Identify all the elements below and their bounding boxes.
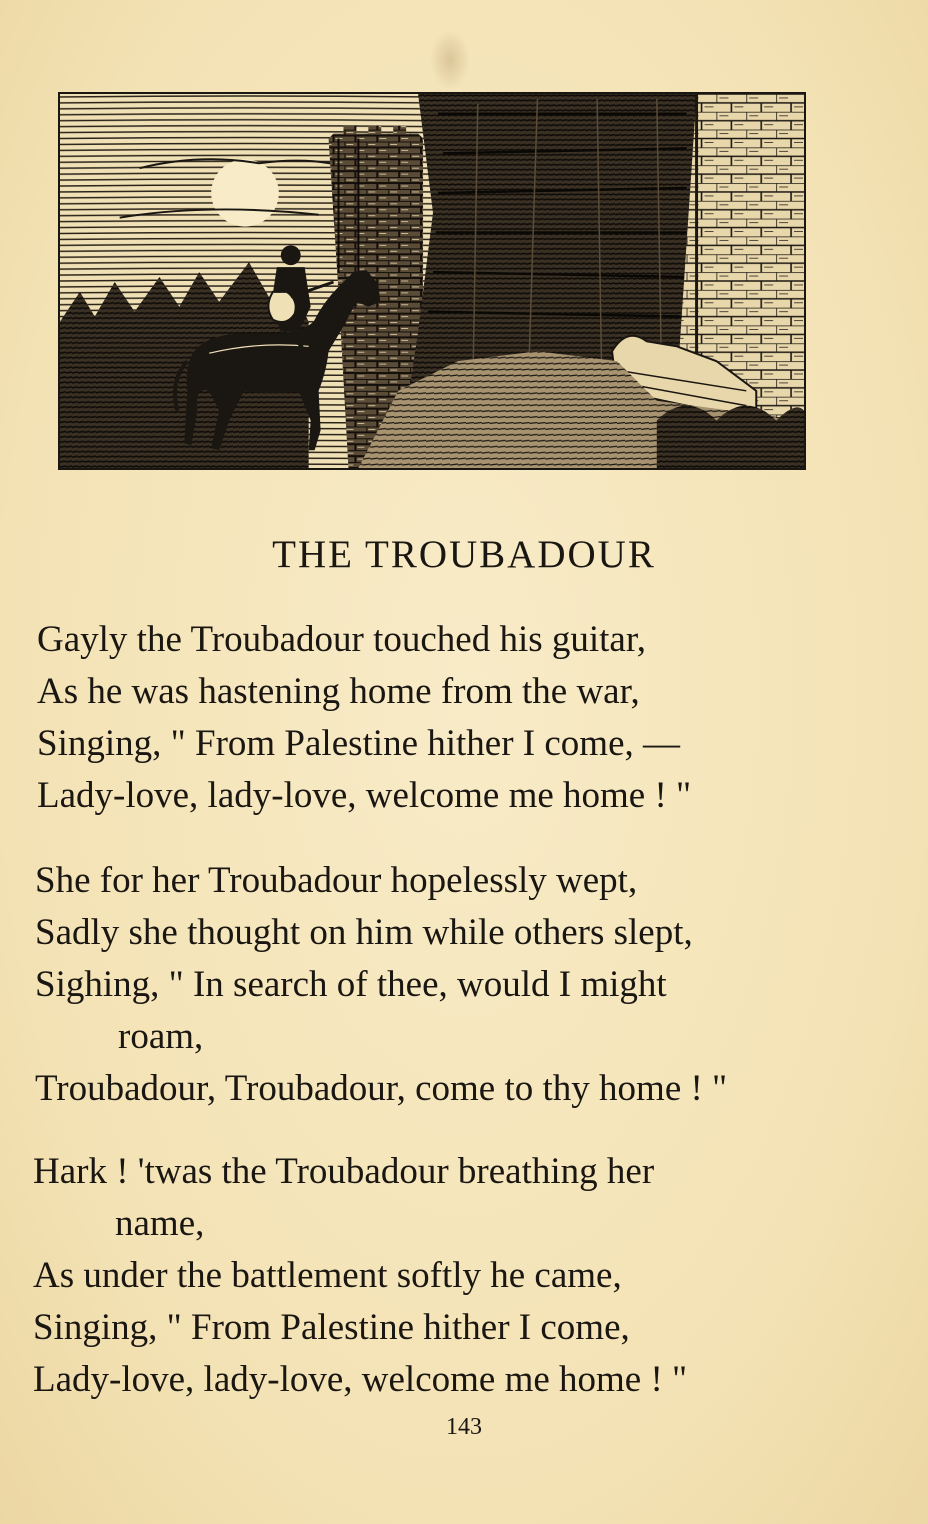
moon-icon [211,159,279,226]
stanza-2-line-4: Troubadour, Troubadour, come to thy home ! " [35,1068,728,1109]
stanza-1-line-2: As he was hastening home from the war, [37,671,640,712]
page-number: 143 [446,1414,482,1440]
paper-stain [430,30,470,90]
stanza-1-line-1: Gayly the Troubadour touched his guitar, [37,619,646,660]
stanza-3-line-1: Hark ! 'twas the Troubadour breathing her [33,1151,655,1192]
stanza-2-line-3-continuation: roam, [118,1016,204,1057]
stanza-3-line-2: As under the battlement softly he came, [33,1255,622,1296]
troubadour-illustration [58,92,806,470]
stanza-2-line-3: Sighing, " In search of thee, would I might [35,964,667,1005]
stanza-2-line-1: She for her Troubadour hopelessly wept, [35,860,638,901]
stanza-3-line-3: Singing, " From Palestine hither I come, [33,1307,630,1348]
poem-title: THE TROUBADOUR [272,533,656,576]
stanza-1-line-4: Lady-love, lady-love, welcome me home ! " [37,775,692,816]
stanza-1-line-3: Singing, " From Palestine hither I come, — [37,723,681,764]
stanza-2-line-2: Sadly she thought on him while others slept, [35,912,693,953]
stanza-3-line-1-continuation: name, [115,1203,205,1244]
stanza-3-line-4: Lady-love, lady-love, welcome me home ! " [33,1359,688,1400]
